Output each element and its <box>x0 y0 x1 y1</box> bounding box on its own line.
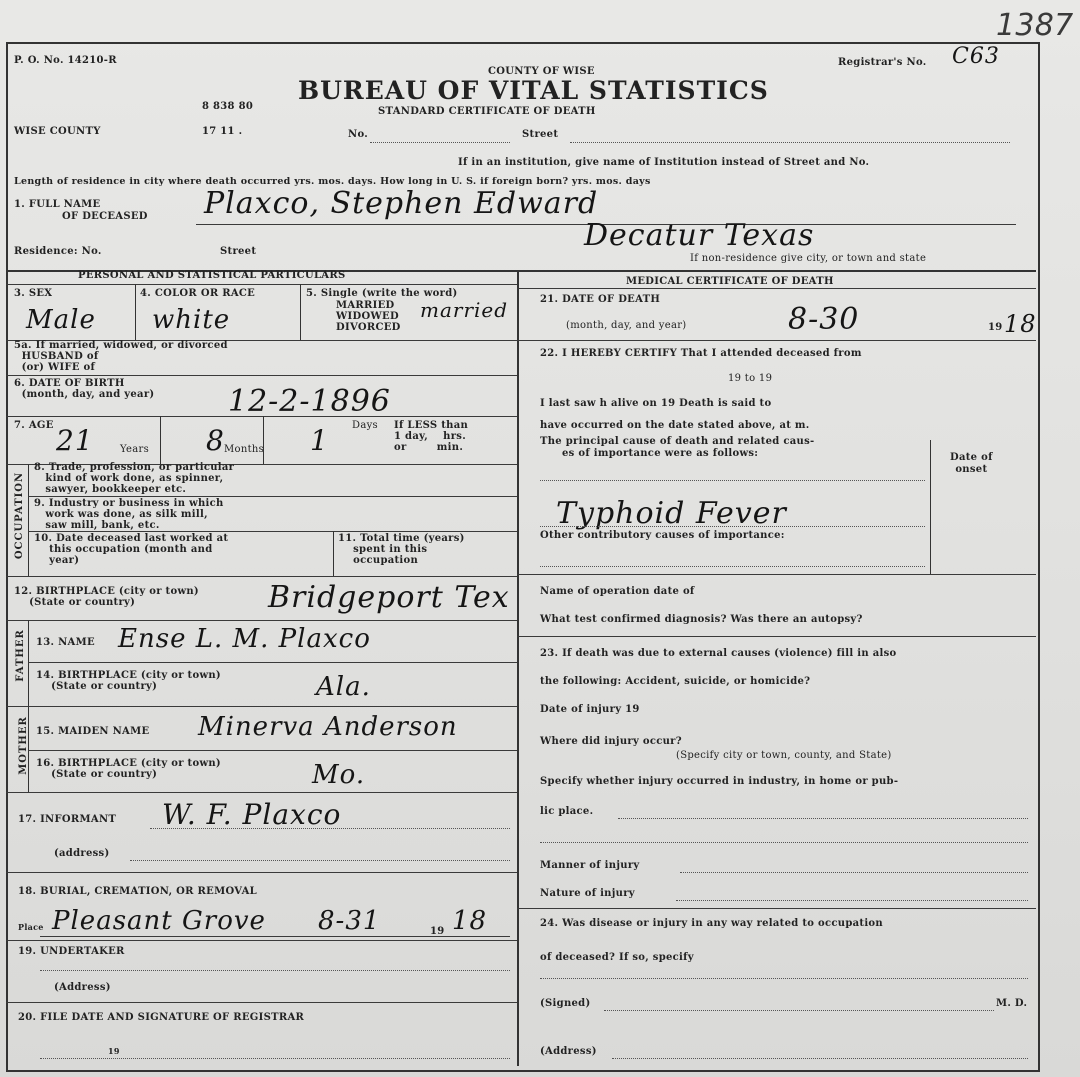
rule-age-top <box>6 416 517 417</box>
md-label: M. D. <box>996 998 1028 1009</box>
cause-line-2: es of importance were as follows: <box>562 448 759 459</box>
medical-address-label: (Address) <box>540 1046 597 1057</box>
bureau-title: BUREAU OF VITAL STATISTICS <box>298 76 769 105</box>
undertaker-label: 19. UNDERTAKER <box>18 946 125 957</box>
birthplace-value: Bridgeport Tex <box>268 580 510 615</box>
age-years: 21 <box>56 424 94 457</box>
burial-place: Pleasant Grove <box>52 906 266 936</box>
age-label: 7. AGE <box>14 420 54 431</box>
father-birthplace-label: 14. BIRTHPLACE (city or town) (State or country) <box>36 670 221 692</box>
rule-informant-top <box>6 792 517 793</box>
occurred-line: have occurred on the date stated above, at m. <box>540 420 810 431</box>
informant-address-line <box>130 860 510 861</box>
onset-divider <box>930 440 931 574</box>
undertaker-line <box>40 970 510 971</box>
manner-line <box>680 872 1028 873</box>
last-saw-line: I last saw h alive on 19 Death is said to <box>540 398 772 409</box>
color-value: white <box>152 305 231 335</box>
file-line <box>40 1058 510 1059</box>
date-of-onset: Date of onset <box>950 452 993 475</box>
informant-value: W. F. Plaxco <box>162 798 342 831</box>
death-year: 18 <box>1004 310 1037 338</box>
place-label: Place <box>18 922 44 932</box>
deceased-full-name: Plaxco, Stephen Edward <box>204 186 599 221</box>
specify-injury-2: lic place. <box>540 806 594 817</box>
age-days: 1 <box>310 424 329 457</box>
undertaker-address-label: (Address) <box>54 982 111 993</box>
where-injury: Where did injury occur? <box>540 736 682 747</box>
color-label: 4. COLOR OR RACE <box>140 288 256 299</box>
age-divider-1 <box>160 416 161 464</box>
external-cause-2: the following: Accident, suicide, or homicide? <box>540 676 811 687</box>
occupation-q-line <box>540 978 1028 979</box>
residence-street-label: Street <box>220 246 257 257</box>
street-label: Street <box>522 129 559 140</box>
sex-divider <box>135 284 136 340</box>
spouse-label: 5a. If married, widowed, or divorced HUSBAND of (or) WIFE of <box>14 340 228 373</box>
full-name-label-2: OF DECEASED <box>62 211 148 222</box>
injury-date: Date of injury 19 <box>540 704 640 715</box>
color-divider <box>300 284 301 340</box>
rule-sex-top <box>6 284 517 285</box>
occupation-question-2: of deceased? If so, specify <box>540 952 694 963</box>
rule-occ-9 <box>28 496 517 497</box>
cause-line-b <box>540 526 925 527</box>
registrars-no-label: Registrar's No. <box>838 57 927 68</box>
rule-external-top <box>517 636 1036 637</box>
code-2: 17 11 . <box>202 126 243 137</box>
signed-label: (Signed) <box>540 998 591 1009</box>
test-label: What test confirmed diagnosis? Was there an autopsy? <box>540 614 863 625</box>
occupation-question-1: 24. Was disease or injury in any way related to occupation <box>540 918 883 929</box>
months-label: Months <box>224 444 265 455</box>
no-line <box>370 142 510 143</box>
father-name: Ense L. M. Plaxco <box>118 624 371 654</box>
rule-medical-title <box>517 288 1036 289</box>
rule-file-top <box>6 1002 517 1003</box>
residence-label: Residence: No. <box>14 246 102 257</box>
code-1: 8 838 80 <box>202 101 254 112</box>
rule-occupation-q-top <box>517 908 1036 909</box>
occupation-side-label: OCCUPATION <box>14 471 26 560</box>
no-label: No. <box>348 129 369 140</box>
rule-undertaker-top <box>6 940 517 941</box>
burial-year-prefix: 19 <box>430 926 445 937</box>
sex-label: 3. SEX <box>14 288 53 299</box>
stamp-number: 1387 <box>996 8 1074 43</box>
sex-value: Male <box>26 305 96 335</box>
occupation-side-divider <box>28 464 29 576</box>
column-divider <box>517 272 519 1066</box>
specify-injury-1: Specify whether injury occurred in industry, in home or pub- <box>540 776 899 787</box>
nature-line <box>676 900 1028 901</box>
date-of-death: 8-30 <box>788 302 860 337</box>
operation-label: Name of operation date of <box>540 586 695 597</box>
wise-county: WISE COUNTY <box>14 126 101 137</box>
rule-father-birthplace <box>28 662 517 663</box>
occupation-8: 8. Trade, profession, or particular kind of work done, as spinner, sawyer, bookkeeper etc. <box>34 462 235 495</box>
burial-date: 8-31 <box>318 906 381 936</box>
occ-11-divider <box>333 531 334 576</box>
father-name-label: 13. NAME <box>36 637 95 648</box>
cause-line-a <box>540 480 925 481</box>
rule-dob-top <box>6 375 517 376</box>
birthplace-label: 12. BIRTHPLACE (city or town) (State or country) <box>14 586 199 608</box>
signed-line <box>604 1010 994 1011</box>
occupation-11: 11. Total time (years) spent in this occupation <box>338 533 465 566</box>
mother-side-label: MOTHER <box>17 716 29 775</box>
status-label: 5. Single (write the word) <box>306 288 458 299</box>
where-injury-sub: (Specify city or town, county, and State) <box>676 750 892 761</box>
length-residence: Length of residence in city where death occurred yrs. mos. days. How long in U. S. if foreign born? yrs. mos. days <box>14 176 651 187</box>
non-residence-note: If non-residence give city, or town and state <box>690 253 927 264</box>
status-value: married <box>420 298 509 322</box>
status-options: MARRIED WIDOWED DIVORCED <box>336 300 401 333</box>
rule-operation-top <box>517 574 1036 575</box>
days-label: Days <box>352 420 378 431</box>
rule-mother-birthplace <box>28 750 517 751</box>
manner-of-injury: Manner of injury <box>540 860 640 871</box>
file-date-label: 20. FILE DATE AND SIGNATURE OF REGISTRAR <box>18 1012 305 1023</box>
contributory-label: Other contributory causes of importance: <box>540 530 785 541</box>
external-cause-1: 23. If death was due to external causes (violence) fill in also <box>540 648 897 659</box>
county-of-wise: COUNTY OF WISE <box>488 66 595 77</box>
rule-father-top <box>6 620 517 621</box>
age-months: 8 <box>206 424 225 457</box>
certificate-subtitle: STANDARD CERTIFICATE OF DEATH <box>378 106 596 117</box>
informant-label: 17. INFORMANT <box>18 814 117 825</box>
dob-label: 6. DATE OF BIRTH (month, day, and year) <box>14 378 155 400</box>
residence-value: Decatur Texas <box>584 218 815 253</box>
death-year-prefix: 19 <box>988 322 1003 333</box>
certify-text: 22. I HEREBY CERTIFY That I attended deceased from <box>540 348 862 359</box>
mother-maiden-name: Minerva Anderson <box>198 712 458 742</box>
less-than-label: If LESS than 1 day, hrs. or min. <box>394 420 469 453</box>
mother-birthplace-label: 16. BIRTHPLACE (city or town) (State or country) <box>36 758 221 780</box>
specify-line-2 <box>540 842 1028 843</box>
rule-birthplace-top <box>6 576 517 577</box>
burial-line <box>40 936 510 937</box>
informant-address-label: (address) <box>54 848 110 859</box>
personal-section-title: PERSONAL AND STATISTICAL PARTICULARS <box>78 270 346 281</box>
file-year-label: 19 <box>108 1046 120 1056</box>
contributory-line <box>540 566 925 567</box>
registrars-no-value: C63 <box>952 44 1000 69</box>
informant-line <box>150 828 510 829</box>
medical-section-title: MEDICAL CERTIFICATE OF DEATH <box>626 276 834 287</box>
medical-address-line <box>612 1058 1028 1059</box>
mother-maiden-label: 15. MAIDEN NAME <box>36 726 150 737</box>
principal-cause: Typhoid Fever <box>556 496 787 531</box>
father-birthplace: Ala. <box>316 672 371 702</box>
mother-birthplace: Mo. <box>312 760 366 790</box>
occupation-9: 9. Industry or business in which work was done, as silk mill, saw mill, bank, etc. <box>34 498 224 531</box>
rule-certify-top <box>517 340 1036 341</box>
month-day-year-label: (month, day, and year) <box>566 320 687 331</box>
years-label: Years <box>120 444 150 455</box>
age-divider-2 <box>263 416 264 464</box>
full-name-label: 1. FULL NAME <box>14 199 101 210</box>
occupation-10: 10. Date deceased last worked at this occupation (month and year) <box>34 533 229 566</box>
rule-occ-10 <box>28 531 517 532</box>
nature-of-injury: Nature of injury <box>540 888 635 899</box>
from-to-line: 19 to 19 <box>728 373 773 384</box>
rule-burial-top <box>6 872 517 873</box>
burial-label: 18. BURIAL, CREMATION, OR REMOVAL <box>18 886 257 897</box>
burial-year: 18 <box>452 906 488 936</box>
cause-line-1: The principal cause of death and related caus- <box>540 436 815 447</box>
rule-mother-top <box>6 706 517 707</box>
institution-note: If in an institution, give name of Institution instead of Street and No. <box>458 157 870 168</box>
date-of-death-label: 21. DATE OF DEATH <box>540 294 661 305</box>
specify-line <box>618 818 1028 819</box>
date-of-birth: 12-2-1896 <box>228 384 391 419</box>
street-line <box>570 142 1010 143</box>
po-number: P. O. No. 14210-R <box>14 55 117 66</box>
father-side-label: FATHER <box>14 629 26 682</box>
